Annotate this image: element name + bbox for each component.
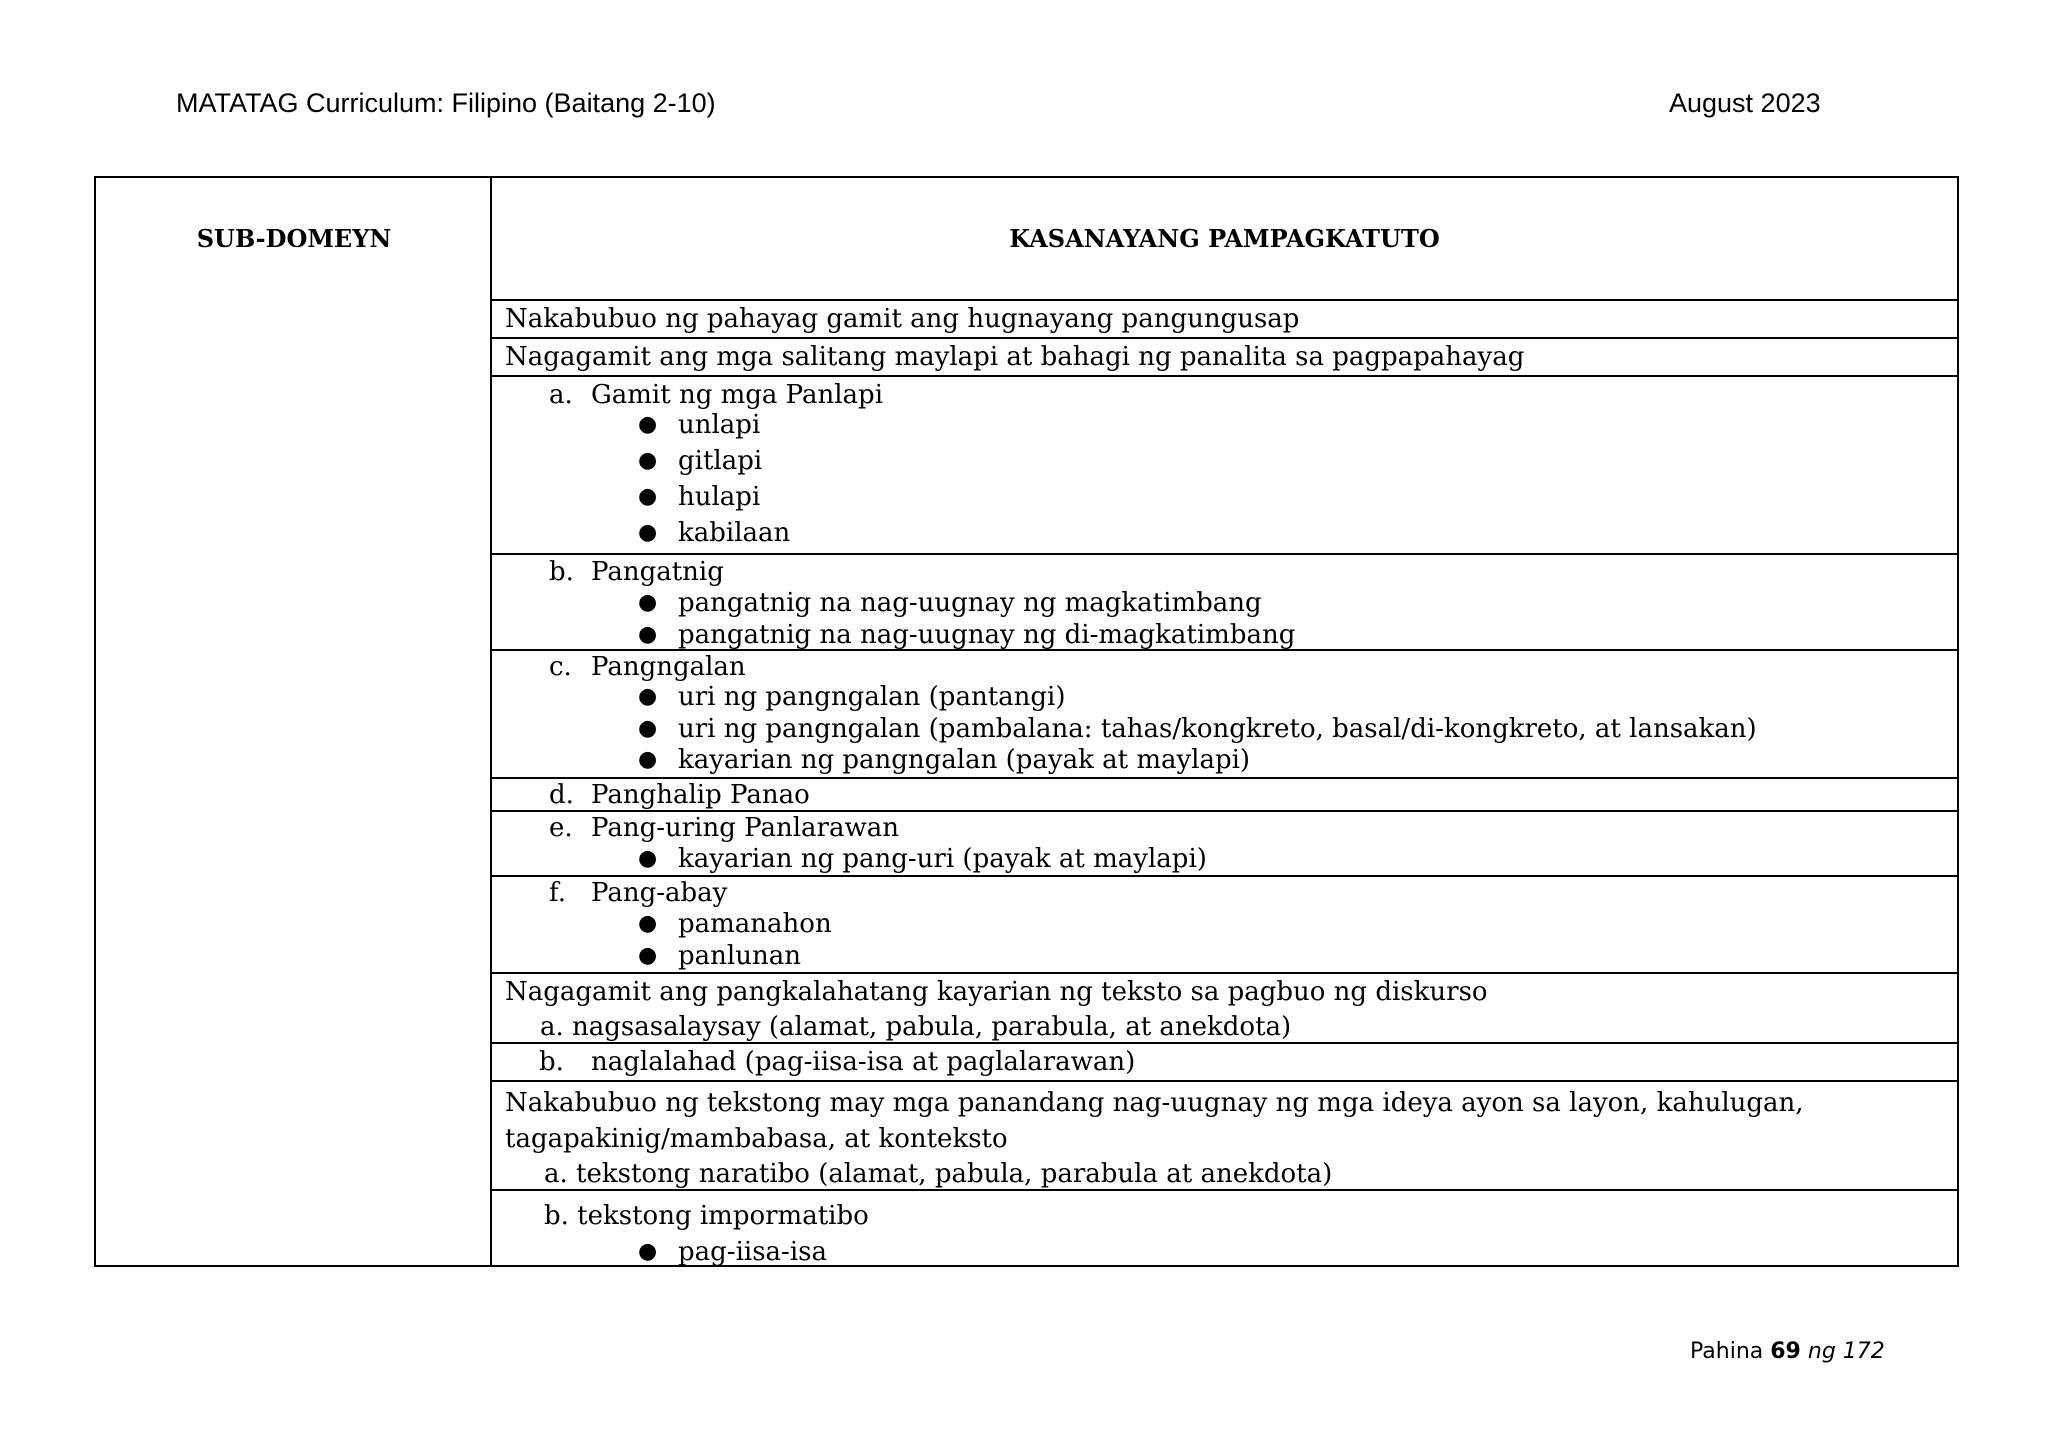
list-item: Pangatnig bbox=[591, 557, 724, 587]
list-item: kayarian ng pang-uri (payak at maylapi) bbox=[678, 844, 1207, 874]
competency-text: Nagagamit ang mga salitang maylapi at bahagi ng panalita sa pagpapahayag bbox=[505, 342, 1525, 372]
competency-text: Nakabubuo ng tekstong may mga panandang nag-uugnay ng mga ideya ayon sa layon, kahulugan, bbox=[505, 1088, 1804, 1118]
bullet-icon: ● bbox=[638, 684, 658, 709]
list-item: pangatnig na nag-uugnay ng di-magkatimbang bbox=[678, 620, 1296, 650]
document-date: August 2023 bbox=[1669, 88, 1821, 118]
table-row bbox=[492, 1191, 1957, 1269]
table-row bbox=[492, 974, 1957, 1044]
sub-domain-column bbox=[96, 178, 492, 1265]
bullet-icon: ● bbox=[638, 412, 658, 437]
list-label: c. bbox=[549, 652, 572, 682]
list-item: unlapi bbox=[678, 410, 761, 440]
page-prefix: Pahina bbox=[1690, 1339, 1764, 1364]
current-page: 69 bbox=[1770, 1339, 1801, 1364]
competency-text: tagapakinig/mambabasa, at konteksto bbox=[505, 1124, 1008, 1154]
list-label: f. bbox=[549, 878, 566, 908]
table-row bbox=[492, 1082, 1957, 1191]
table-row bbox=[492, 555, 1957, 651]
bullet-icon: ● bbox=[638, 943, 658, 968]
list-label: d. bbox=[549, 780, 574, 810]
list-item: b. tekstong impormatibo bbox=[544, 1201, 869, 1231]
curriculum-table bbox=[94, 176, 1959, 1267]
table-row bbox=[492, 1044, 1957, 1082]
list-item: pamanahon bbox=[678, 909, 832, 939]
competency-text: Nakabubuo ng pahayag gamit ang hugnayang pangungusap bbox=[505, 304, 1300, 334]
page-number bbox=[1690, 1339, 1885, 1364]
sub-domain-header: SUB-DOMEYN bbox=[196, 224, 392, 253]
document-title: MATATAG Curriculum: Filipino (Baitang 2-10) bbox=[176, 88, 716, 118]
total-pages: 172 bbox=[1842, 1339, 1885, 1364]
bullet-icon: ● bbox=[638, 911, 658, 936]
list-item: a. nagsasalaysay (alamat, pabula, parabula, at anekdota) bbox=[540, 1012, 1292, 1042]
list-item: Pang-uring Panlarawan bbox=[591, 813, 899, 843]
table-row bbox=[492, 339, 1957, 377]
list-item: Panghalip Panao bbox=[591, 780, 810, 810]
bullet-icon: ● bbox=[638, 520, 658, 545]
competency-text: Nagagamit ang pangkalahatang kayarian ng teksto sa pagbuo ng diskurso bbox=[505, 977, 1488, 1007]
list-item: naglalahad (pag-iisa-isa at paglalarawan) bbox=[591, 1047, 1136, 1077]
table-row bbox=[492, 779, 1957, 812]
list-item: hulapi bbox=[678, 482, 761, 512]
competency-header: KASANAYANG PAMPAGKATUTO bbox=[1009, 224, 1440, 253]
list-label: b. bbox=[539, 1047, 564, 1077]
list-label: a. bbox=[549, 380, 573, 410]
table-row bbox=[492, 812, 1957, 877]
table-row bbox=[492, 651, 1957, 779]
list-item: pangatnig na nag-uugnay ng magkatimbang bbox=[678, 588, 1262, 618]
bullet-icon: ● bbox=[638, 448, 658, 473]
competency-column bbox=[492, 178, 1957, 1265]
list-label: b. bbox=[549, 557, 574, 587]
competency-header-row bbox=[492, 178, 1957, 301]
bullet-icon: ● bbox=[638, 716, 658, 741]
bullet-icon: ● bbox=[638, 1239, 658, 1264]
list-item: uri ng pangngalan (pantangi) bbox=[678, 682, 1066, 712]
list-item: Pang-abay bbox=[591, 878, 728, 908]
bullet-icon: ● bbox=[638, 484, 658, 509]
table-row bbox=[492, 877, 1957, 974]
list-item: kayarian ng pangngalan (payak at maylapi) bbox=[678, 745, 1251, 775]
list-item: Pangngalan bbox=[591, 652, 746, 682]
bullet-icon: ● bbox=[638, 747, 658, 772]
list-item: panlunan bbox=[678, 941, 801, 971]
list-item: Gamit ng mga Panlapi bbox=[591, 380, 884, 410]
list-item: gitlapi bbox=[678, 446, 763, 476]
list-label: e. bbox=[549, 813, 573, 843]
list-item: a. tekstong naratibo (alamat, pabula, parabula at anekdota) bbox=[544, 1159, 1333, 1189]
table-row bbox=[492, 301, 1957, 339]
list-item: uri ng pangngalan (pambalana: tahas/kongkreto, basal/di-kongkreto, at lansakan) bbox=[678, 714, 1757, 744]
list-item: pag-iisa-isa bbox=[678, 1237, 827, 1267]
bullet-icon: ● bbox=[638, 846, 658, 871]
bullet-icon: ● bbox=[638, 622, 658, 647]
bullet-icon: ● bbox=[638, 590, 658, 615]
page-separator: ng bbox=[1807, 1339, 1836, 1364]
list-item: kabilaan bbox=[678, 518, 791, 548]
table-row bbox=[492, 377, 1957, 555]
